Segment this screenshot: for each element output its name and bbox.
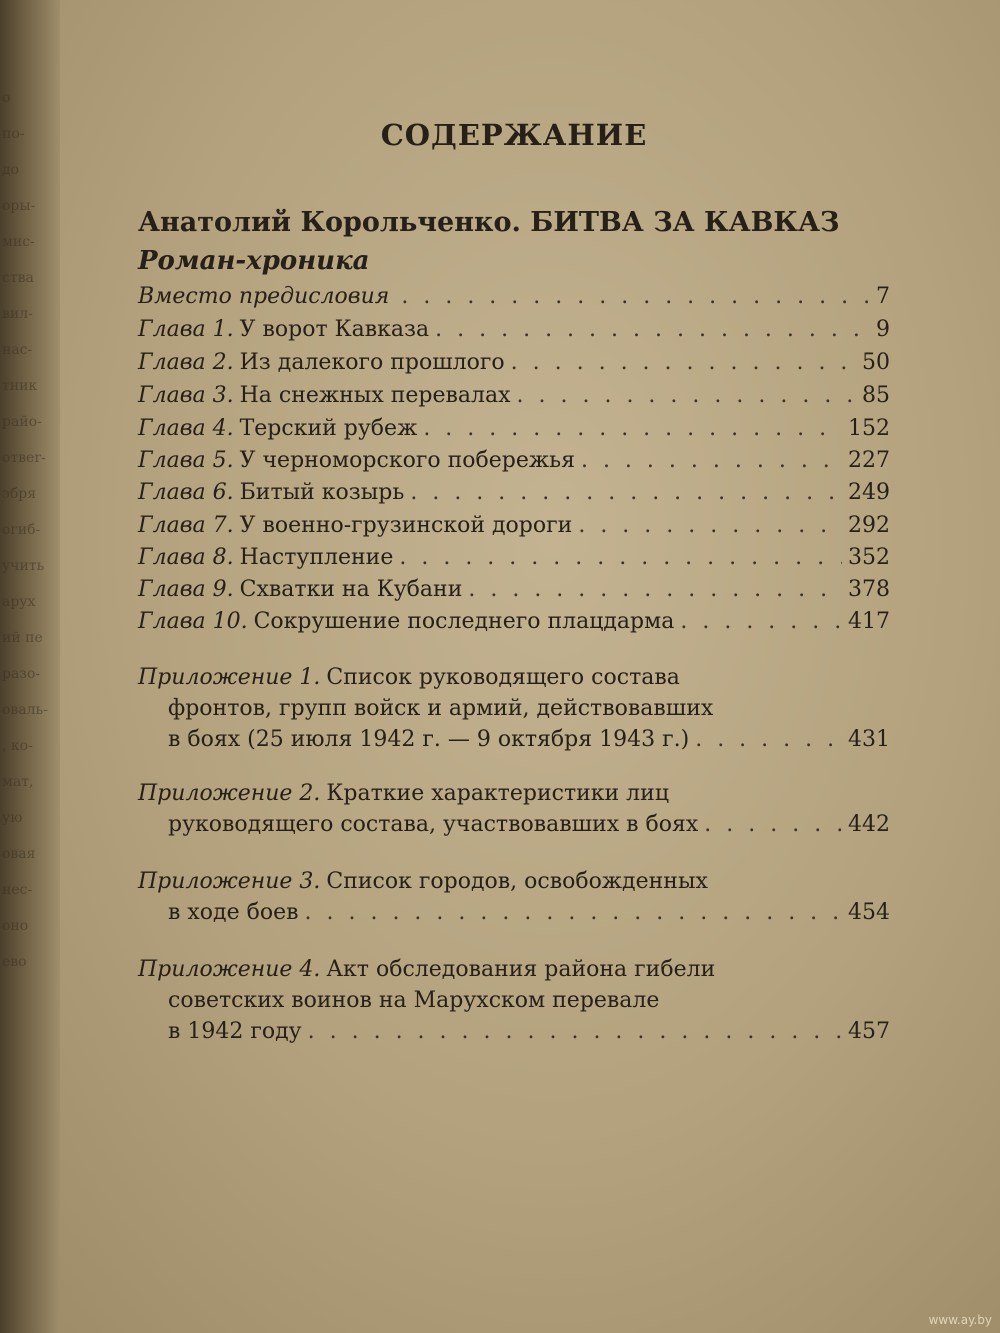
toc-entry-page: 7 xyxy=(876,284,890,309)
appendix-title-line: Список городов, освобожденных xyxy=(326,869,708,894)
toc-entry-label: Глава 2. xyxy=(138,350,234,375)
toc-heading: СОДЕРЖАНИЕ xyxy=(380,118,648,152)
toc-entry-label: Глава 4. xyxy=(138,416,234,441)
bleed-fragment: ства xyxy=(2,270,34,286)
toc-entry-label: Глава 8. xyxy=(138,545,234,570)
toc-entry-page: 227 xyxy=(848,448,890,473)
leader-dots xyxy=(435,317,870,342)
bleed-fragment: нес- xyxy=(2,882,33,898)
appendix-page: 442 xyxy=(848,812,890,837)
toc-entry xyxy=(138,609,890,641)
toc-entry-label: Глава 6. xyxy=(138,480,234,505)
bleed-fragment: оваль- xyxy=(2,702,48,718)
toc-entry xyxy=(138,350,890,382)
toc-entry xyxy=(138,577,890,609)
toc-entry-title: У ворот Кавказа xyxy=(239,317,430,342)
bleed-fragment: мис- xyxy=(2,234,35,250)
toc-entry-page: 50 xyxy=(862,350,890,375)
toc-entry-title: Наступление xyxy=(239,545,394,570)
bleed-fragment: мат, xyxy=(2,774,34,790)
appendix-entry xyxy=(138,781,890,843)
toc-entry-label: Глава 10. xyxy=(138,609,248,634)
toc-entry xyxy=(138,416,890,448)
bleed-fragment: ий пе xyxy=(2,630,43,646)
leader-dots xyxy=(468,577,842,602)
bleed-fragment: оно xyxy=(2,918,29,934)
toc-entry-label: Глава 9. xyxy=(138,577,234,602)
section-subtitle: Роман-хроника xyxy=(138,246,370,276)
toc-entry-label: Глава 5. xyxy=(138,448,234,473)
appendix-title-line: в боях (25 июля 1942 г. — 9 октября 1943 г.) xyxy=(168,727,690,752)
toc-entry-page: 292 xyxy=(848,513,890,538)
leader-dots xyxy=(517,383,856,408)
appendix-title-line: Краткие характеристики лиц xyxy=(326,781,669,806)
appendix-title-line: советских воинов на Марухском перевале xyxy=(168,988,660,1013)
appendix-label: Приложение 3. xyxy=(138,869,321,894)
bleed-fragment: овая xyxy=(2,846,36,862)
leader-dots xyxy=(305,900,843,925)
toc-entry-page: 152 xyxy=(848,416,890,441)
toc-entry-title: Из далекого прошлого xyxy=(239,350,505,375)
toc-entry-label: Глава 3. xyxy=(138,383,234,408)
appendix-entry xyxy=(138,957,890,1050)
toc-entry-page: 378 xyxy=(848,577,890,602)
toc-entry xyxy=(138,284,890,316)
toc-entry-title: На снежных перевалах xyxy=(239,383,511,408)
bleed-fragment: оры- xyxy=(2,198,36,214)
toc-entry-title: У военно-грузинской дороги xyxy=(239,513,573,538)
bleed-fragment: о xyxy=(2,90,11,106)
toc-entry xyxy=(138,480,890,512)
appendix-label: Приложение 1. xyxy=(138,665,321,690)
leader-dots xyxy=(423,416,842,441)
appendix-page: 431 xyxy=(848,727,890,752)
appendix-title-line: Акт обследования района гибели xyxy=(326,957,716,982)
leader-dots xyxy=(695,727,842,752)
bleed-fragment: до xyxy=(2,162,20,178)
appendix-title-line: руководящего состава, участвовавших в боях xyxy=(168,812,699,837)
toc-entry-label: Глава 7. xyxy=(138,513,234,538)
toc-entry-page: 352 xyxy=(848,545,890,570)
watermark: www.ay.by xyxy=(928,1313,992,1327)
toc-entry xyxy=(138,513,890,545)
toc-entry xyxy=(138,545,890,577)
leader-dots xyxy=(511,350,856,375)
appendix-label: Приложение 2. xyxy=(138,781,321,806)
toc-entry xyxy=(138,448,890,480)
leader-dots xyxy=(680,609,842,634)
appendix-page: 457 xyxy=(848,1019,890,1044)
toc-entry-title: Сокрушение последнего плацдарма xyxy=(253,609,675,634)
toc-entry-label: Вместо предисловия xyxy=(138,284,390,309)
toc-entry-page: 85 xyxy=(862,383,890,408)
bleed-fragment: учить xyxy=(2,558,45,574)
bleed-fragment: , ко- xyxy=(2,738,33,754)
leader-dots xyxy=(704,812,842,837)
leader-dots xyxy=(401,284,870,309)
bleed-fragment: арух xyxy=(2,594,36,610)
toc-entry xyxy=(138,317,890,349)
toc-entry-page: 417 xyxy=(848,609,890,634)
leader-dots xyxy=(399,545,842,570)
bleed-fragment: ево xyxy=(2,954,27,970)
toc-entry-page: 249 xyxy=(848,480,890,505)
toc-entry-title: Схватки на Кубани xyxy=(239,577,463,602)
bleed-fragment: по- xyxy=(2,126,25,142)
appendix-page: 454 xyxy=(848,900,890,925)
bleed-fragment: вил- xyxy=(2,306,33,322)
section-title: Анатолий Корольченко. БИТВА ЗА КАВКАЗ xyxy=(138,207,840,238)
bleed-fragment: отвеr- xyxy=(2,450,46,466)
bleed-fragment: ую xyxy=(2,810,23,826)
appendix-title-line: в ходе боев xyxy=(168,900,299,925)
leader-dots xyxy=(308,1019,842,1044)
toc-entry-title: Битый козырь xyxy=(239,480,405,505)
bleed-fragment: огиб- xyxy=(2,522,41,538)
appendix-label: Приложение 4. xyxy=(138,957,321,982)
toc-entry-title: Терский рубеж xyxy=(239,416,418,441)
toc-entry-label: Глава 1. xyxy=(138,317,234,342)
bleed-fragment: райо- xyxy=(2,414,42,430)
appendix-entry xyxy=(138,869,890,931)
bleed-fragment: тник xyxy=(2,378,38,394)
bleed-fragment: разо- xyxy=(2,666,41,682)
toc-entry-page: 9 xyxy=(876,317,890,342)
bleed-fragment: эбря xyxy=(2,486,37,502)
bleed-fragment: нас- xyxy=(2,342,33,358)
appendix-title-line: Список руководящего состава xyxy=(326,665,680,690)
toc-entry-title: У черноморского побережья xyxy=(239,448,575,473)
appendix-title-line: в 1942 году xyxy=(168,1019,302,1044)
appendix-entry xyxy=(138,665,890,758)
leader-dots xyxy=(578,513,842,538)
leader-dots xyxy=(410,480,842,505)
appendix-title-line: фронтов, групп войск и армий, действовавших xyxy=(168,696,714,721)
leader-dots xyxy=(581,448,842,473)
toc-entry xyxy=(138,383,890,415)
